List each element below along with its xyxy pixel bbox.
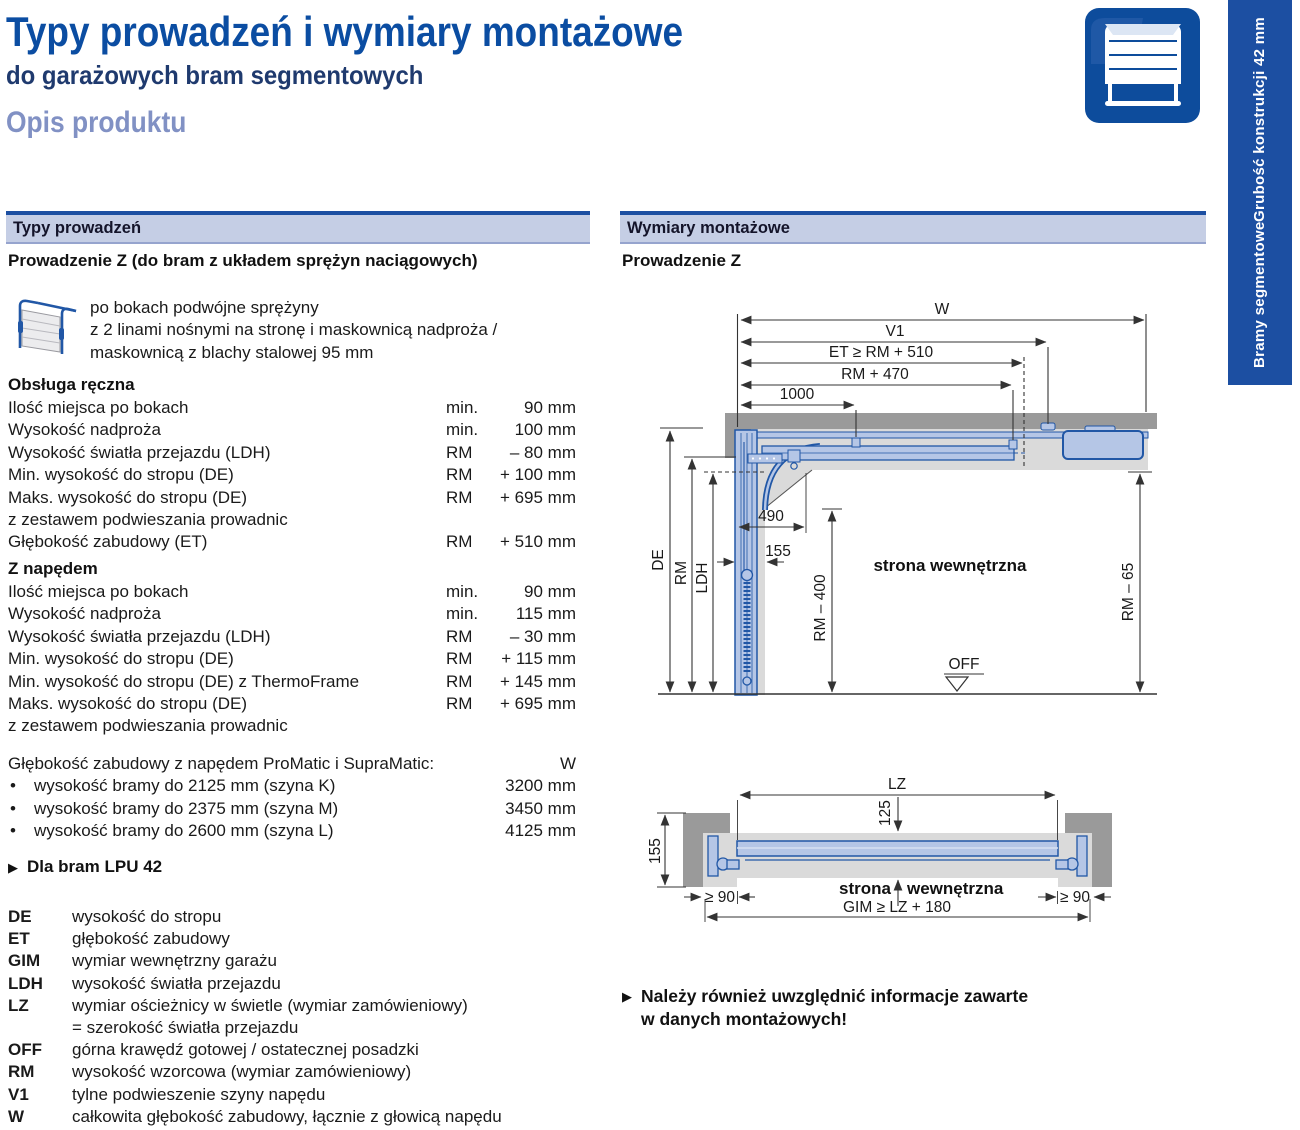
intro-line: maskownicą z blachy stalowej 95 mm [90,342,374,362]
inner-side-label: strona wewnętrzna [873,556,1027,575]
off-label: OFF [948,656,980,673]
list-item: • wysokość bramy do 2600 mm (szyna L) 4125 mm [10,821,576,841]
legend [8,906,578,1128]
dim-label-ge90-right: ≥ 90 [1059,889,1091,906]
legend-row: RM wysokość wzorcowa (wymiar zamówieniowy) [8,1062,412,1082]
dim-label-rm470: RM + 470 [841,366,909,383]
dim-label-155: 155 [765,543,791,560]
table-row: Głębokość zabudowy (ET) RM + 510 mm [8,532,576,552]
table-row-note: z zestawem podwieszania prowadnic [8,510,288,530]
dim-label-gim: GIM ≥ LZ + 180 [842,899,952,916]
table-row: Min. wysokość do stropu (DE) z ThermoFrame RM + 145 mm [8,671,576,691]
table-row: Wysokość nadproża min. 115 mm [8,604,576,624]
table-row: Wysokość światła przejazdu (LDH) RM – 30 mm [8,626,576,646]
column-w: W [559,754,576,773]
dim-label-rm: RM [673,560,690,586]
assembly-note [622,985,1028,1031]
table-row-note: z zestawem podwieszania prowadnic [8,716,288,736]
tab-line-1: Bramy segmentowe [1251,221,1268,369]
installation-diagram-side-view [615,290,1175,710]
triangle-marker-icon: ▶ [8,860,18,875]
section-title: Opis produktu [6,106,187,139]
dim-label-de: DE [650,549,667,571]
dim-label-155: 155 [647,838,664,864]
operator-table [8,581,576,738]
page-subtitle: do garażowych bram segmentowych [6,60,424,90]
dim-label-et: ET ≥ RM + 510 [828,344,934,361]
legend-row: W całkowita głębokość zabudowy, łącznie z głowicą napędu [8,1106,502,1126]
legend-row: LZ wymiar ościeżnicy w świetle (wymiar zamówieniowy) [8,995,468,1015]
inner-side-label-right: wewnętrzna [907,879,1004,898]
triangle-marker-icon: ▶ [622,989,632,1004]
note-line: Należy również uwzględnić informacje zawarte [641,986,1029,1006]
table-row: Ilość miejsca po bokach min. 90 mm [8,582,576,601]
sectional-door-icon [1085,8,1200,123]
track-type-z-icon [8,290,80,362]
intro-text [90,297,497,364]
installation-diagram-plan-view [615,770,1135,930]
manual-heading: Obsługa ręczna [8,375,135,394]
intro-line: po bokach podwójne sprężyny [90,298,319,317]
table-row: Maks. wysokość do stropu (DE) RM + 695 mm [8,487,576,507]
dim-label-ge90-left: ≥ 90 [704,889,736,906]
table-row: Min. wysokość do stropu (DE) RM + 115 mm [8,649,576,669]
dim-label-lz: LZ [887,776,907,793]
for-doors-line: ▶ Dla bram LPU 42 [8,857,162,879]
dim-label-w: W [934,301,950,318]
operator-heading: Z napędem [8,559,98,578]
left-subheader: Prowadzenie Z (do bram z układem sprężyn naciągowych) [8,251,478,270]
legend-row: ET głębokość zabudowy [8,929,230,949]
tab-line-2: Grubość konstrukcji 42 mm [1251,16,1268,222]
table-row: Min. wysokość do stropu (DE) RM + 100 mm [8,465,576,485]
list-item: • wysokość bramy do 2375 mm (szyna M) 3450 mm [10,798,576,818]
inner-side-label-left: strona [839,879,891,898]
dim-label-1000: 1000 [779,386,815,403]
page-title: Typy prowadzeń i wymiary montażowe [6,8,684,55]
page-edge-tab [1228,0,1292,385]
note-line: w danych montażowych! [641,1009,848,1029]
dim-label-rm65: RM – 65 [1120,562,1137,622]
manual-table [8,397,576,554]
legend-row: LDH wysokość światła przejazdu [8,973,281,993]
legend-row: GIM wymiar wewnętrzny garażu [8,951,278,971]
dim-label-ldh: LDH [694,562,711,594]
list-item: • wysokość bramy do 2125 mm (szyna K) 3200 mm [10,776,576,796]
dim-label-125: 125 [877,800,894,826]
right-subheader: Prowadzenie Z [622,251,742,270]
drive-depth-block [8,753,576,843]
dim-label-490: 490 [758,508,784,525]
dim-label-v1: V1 [885,323,905,340]
dim-label-rm400: RM – 400 [812,574,829,642]
intro-line: z 2 linami nośnymi na stronę i maskownicą nadproża / [90,320,498,340]
left-section-header: Typy prowadzeń [6,211,590,244]
table-row: Wysokość nadproża min. 100 mm [8,420,576,440]
legend-row-cont: = szerokość światła przejazdu [72,1018,299,1038]
table-row: Wysokość światła przejazdu (LDH) RM – 80 mm [8,442,576,462]
legend-row: V1 tylne podwieszenie szyny napędu [8,1084,326,1104]
drive-depth-heading-row: Głębokość zabudowy z napędem ProMatic i SupraMatic: W [8,753,576,775]
table-row: Maks. wysokość do stropu (DE) RM + 695 mm [8,694,576,714]
table-row: Ilość miejsca po bokach min. 90 mm [8,398,576,417]
right-section-header: Wymiary montażowe [620,211,1206,244]
legend-row: DE wysokość do stropu [8,907,222,926]
legend-row: OFF górna krawędź gotowej / ostatecznej posadzki [8,1040,419,1060]
